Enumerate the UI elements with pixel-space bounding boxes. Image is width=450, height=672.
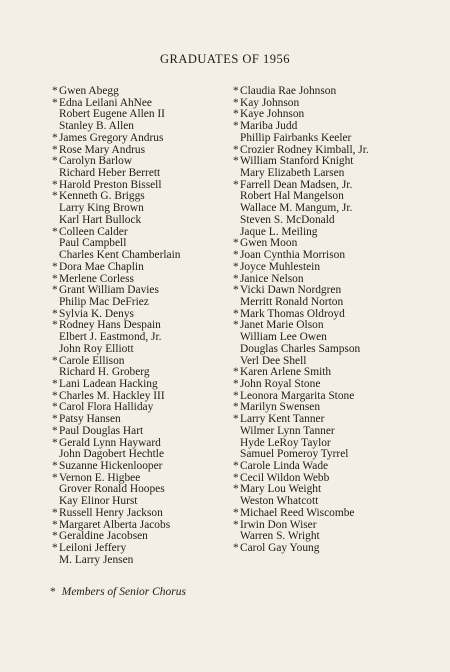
graduate-name-text: Edna Leilani AhNee bbox=[59, 96, 152, 109]
graduate-name-text: Kay Johnson bbox=[240, 96, 300, 109]
chorus-asterisk: * bbox=[52, 225, 58, 238]
chorus-asterisk: * bbox=[233, 237, 239, 250]
chorus-asterisk: * bbox=[233, 155, 239, 168]
graduate-name-text: James Gregory Andrus bbox=[59, 131, 164, 144]
chorus-asterisk: * bbox=[52, 424, 58, 437]
graduate-name-text: Sylvia K. Denys bbox=[59, 307, 134, 320]
graduate-name-text: Larry King Brown bbox=[59, 202, 144, 215]
graduate-name-text: John Roy Elliott bbox=[59, 342, 134, 355]
chorus-asterisk: * bbox=[52, 260, 58, 273]
graduate-name-text: Kenneth G. Briggs bbox=[59, 190, 145, 203]
chorus-asterisk: * bbox=[233, 178, 239, 191]
graduate-name-text: Wallace M. Mangum, Jr. bbox=[240, 202, 353, 215]
graduate-name-text: Paul Campbell bbox=[59, 237, 127, 250]
graduate-name-text: M. Larry Jensen bbox=[59, 553, 134, 566]
graduate-name-text: Mariba Judd bbox=[240, 120, 298, 133]
graduate-name-text: Richard Heber Berrett bbox=[59, 167, 161, 180]
graduate-name-text: Steven S. McDonald bbox=[240, 213, 335, 226]
graduate-name-text: Harold Preston Bissell bbox=[59, 178, 162, 191]
graduate-name-text: Marilyn Swensen bbox=[240, 401, 321, 414]
graduate-name-text: Vernon E. Higbee bbox=[59, 471, 141, 484]
chorus-asterisk: * bbox=[52, 319, 58, 332]
chorus-asterisk: * bbox=[233, 518, 239, 531]
graduate-name-text: Carol Gay Young bbox=[240, 542, 320, 555]
chorus-asterisk: * bbox=[233, 401, 239, 414]
graduate-name-text: William Lee Owen bbox=[240, 331, 327, 344]
graduate-name-text: Margaret Alberta Jacobs bbox=[59, 518, 171, 531]
graduate-name-text: Gwen Moon bbox=[240, 237, 298, 250]
graduate-name-text: Warren S. Wright bbox=[240, 530, 320, 543]
graduate-name-text: John Royal Stone bbox=[240, 377, 321, 390]
chorus-asterisk: * bbox=[233, 143, 239, 156]
graduate-name-text: Philip Mac DeFriez bbox=[59, 295, 149, 308]
graduate-name-text: Leiloni Jeffery bbox=[59, 542, 127, 555]
graduate-name-text: Stanley B. Allen bbox=[59, 120, 134, 133]
graduate-name-text: Russell Henry Jackson bbox=[59, 506, 163, 519]
graduate-name-text: John Dagobert Hechtle bbox=[59, 448, 165, 461]
chorus-asterisk: * bbox=[52, 354, 58, 367]
graduate-name-text: Leonora Margarita Stone bbox=[240, 389, 355, 402]
graduate-name bbox=[52, 555, 180, 567]
graduate-name-text: Gwen Abegg bbox=[59, 85, 119, 97]
graduate-name-text: Mark Thomas Oldroyd bbox=[240, 307, 345, 320]
graduate-name-text: Karl Hart Bullock bbox=[59, 213, 142, 226]
graduate-name-text: Rodney Hans Despain bbox=[59, 319, 161, 332]
chorus-asterisk: * bbox=[52, 178, 58, 191]
chorus-asterisk: * bbox=[233, 377, 239, 390]
graduate-name-text: Carole Linda Wade bbox=[240, 460, 329, 472]
chorus-asterisk: * bbox=[52, 506, 58, 519]
chorus-asterisk: * bbox=[52, 436, 58, 449]
graduate-name-text: Verl Dee Shell bbox=[240, 354, 307, 367]
chorus-asterisk: * bbox=[52, 143, 58, 156]
graduate-name-text: Grant William Davies bbox=[59, 284, 159, 297]
graduate-name-text: Larry Kent Tanner bbox=[240, 413, 325, 426]
footnote-asterisk: * bbox=[50, 586, 56, 598]
chorus-asterisk: * bbox=[52, 471, 58, 484]
footnote-text: Members of Senior Chorus bbox=[61, 586, 187, 598]
graduate-name-text: Kaye Johnson bbox=[240, 108, 305, 121]
graduate-name-text: Robert Hal Mangelson bbox=[240, 190, 344, 203]
chorus-asterisk: * bbox=[52, 530, 58, 543]
graduate-name-text: Carolyn Barlow bbox=[59, 155, 133, 168]
graduate-name-text: Mary Lou Weight bbox=[240, 483, 322, 496]
chorus-asterisk: * bbox=[52, 155, 58, 168]
graduates-column-right bbox=[233, 86, 369, 555]
graduate-name-text: Grover Ronald Hoopes bbox=[59, 483, 165, 496]
graduate-name-text: Michael Reed Wiscombe bbox=[240, 506, 355, 519]
graduate-name-text: Mary Elizabeth Larsen bbox=[240, 167, 345, 180]
chorus-asterisk: * bbox=[52, 284, 58, 297]
chorus-asterisk: * bbox=[233, 249, 239, 262]
chorus-asterisk: * bbox=[233, 319, 239, 332]
chorus-asterisk: * bbox=[52, 307, 58, 320]
chorus-asterisk: * bbox=[52, 413, 58, 426]
graduate-name bbox=[233, 543, 369, 555]
graduate-name-text: Dora Mae Chaplin bbox=[59, 260, 144, 273]
graduate-name-text: Wilmer Lynn Tanner bbox=[240, 424, 335, 437]
graduates-column-left bbox=[52, 86, 180, 566]
chorus-asterisk: * bbox=[52, 389, 58, 402]
graduate-name-text: Jaque L. Meiling bbox=[240, 225, 318, 238]
chorus-asterisk: * bbox=[233, 307, 239, 320]
chorus-asterisk: * bbox=[233, 366, 239, 379]
graduate-name-text: Gerald Lynn Hayward bbox=[59, 436, 161, 449]
graduate-name-text: Charles Kent Chamberlain bbox=[59, 249, 181, 262]
chorus-asterisk: * bbox=[233, 96, 239, 109]
graduate-name-text: Claudia Rae Johnson bbox=[240, 85, 337, 97]
graduate-name-text: Richard H. Groberg bbox=[59, 366, 150, 379]
chorus-asterisk: * bbox=[52, 377, 58, 390]
graduate-name-text: Geraldine Jacobsen bbox=[59, 530, 148, 543]
footnote bbox=[50, 586, 186, 598]
graduate-name-text: Karen Arlene Smith bbox=[240, 366, 332, 379]
chorus-asterisk: * bbox=[233, 284, 239, 297]
graduate-name-text: Janet Marie Olson bbox=[240, 319, 324, 332]
chorus-asterisk: * bbox=[52, 96, 58, 109]
graduate-name-text: Weston Whatcott bbox=[240, 495, 319, 508]
chorus-asterisk: * bbox=[233, 389, 239, 402]
chorus-asterisk: * bbox=[52, 131, 58, 144]
chorus-asterisk: * bbox=[52, 401, 58, 414]
graduate-name-text: Colleen Calder bbox=[59, 225, 128, 238]
graduate-name-text: Kay Elinor Hurst bbox=[59, 495, 138, 508]
graduate-name-text: Charles M. Hackley III bbox=[59, 389, 165, 402]
graduate-name-text: Suzanne Hickenlooper bbox=[59, 460, 163, 472]
chorus-asterisk: * bbox=[233, 108, 239, 121]
graduate-name-text: Hyde LeRoy Taylor bbox=[240, 436, 331, 449]
graduate-name-text: Paul Douglas Hart bbox=[59, 424, 144, 437]
chorus-asterisk: * bbox=[233, 120, 239, 133]
graduate-name-text: Vicki Dawn Nordgren bbox=[240, 284, 342, 297]
chorus-asterisk: * bbox=[233, 272, 239, 285]
chorus-asterisk: * bbox=[233, 506, 239, 519]
chorus-asterisk: * bbox=[52, 272, 58, 285]
graduate-name-text: Merritt Ronald Norton bbox=[240, 295, 344, 308]
graduate-name-text: Joyce Muhlestein bbox=[240, 260, 321, 273]
graduate-name-text: Carole Ellison bbox=[59, 354, 125, 367]
graduate-name-text: Janice Nelson bbox=[240, 272, 304, 285]
chorus-asterisk: * bbox=[233, 460, 239, 472]
chorus-asterisk: * bbox=[233, 483, 239, 496]
chorus-asterisk: * bbox=[233, 542, 239, 555]
chorus-asterisk: * bbox=[233, 413, 239, 426]
graduate-name-text: Douglas Charles Sampson bbox=[240, 342, 361, 355]
graduate-name-text: Cecil Wildon Webb bbox=[240, 471, 330, 484]
graduate-name-text: Irwin Don Wiser bbox=[240, 518, 317, 531]
graduate-name-text: Samuel Pomeroy Tyrrel bbox=[240, 448, 349, 461]
chorus-asterisk: * bbox=[52, 190, 58, 203]
graduate-name-text: Patsy Hansen bbox=[59, 413, 121, 426]
graduate-name-text: Merlene Corless bbox=[59, 272, 134, 285]
graduate-name-text: Joan Cynthia Morrison bbox=[240, 249, 346, 262]
graduate-name-text: Carol Flora Halliday bbox=[59, 401, 154, 414]
graduate-name-text: Lani Ladean Hacking bbox=[59, 377, 158, 390]
graduate-name-text: Rose Mary Andrus bbox=[59, 143, 146, 156]
graduate-name-text: Elbert J. Eastmond, Jr. bbox=[59, 331, 162, 344]
graduate-name-text: William Stanford Knight bbox=[240, 155, 354, 168]
chorus-asterisk: * bbox=[233, 471, 239, 484]
chorus-asterisk: * bbox=[52, 85, 58, 97]
chorus-asterisk: * bbox=[233, 85, 239, 97]
graduate-name-text: Farrell Dean Madsen, Jr. bbox=[240, 178, 353, 191]
graduate-name-text: Crozier Rodney Kimball, Jr. bbox=[240, 143, 369, 156]
graduate-name-text: Robert Eugene Allen II bbox=[59, 108, 165, 121]
chorus-asterisk: * bbox=[233, 260, 239, 273]
graduate-name-text: Phillip Fairbanks Keeler bbox=[240, 131, 352, 144]
chorus-asterisk: * bbox=[52, 460, 58, 472]
chorus-asterisk: * bbox=[52, 542, 58, 555]
page-title: GRADUATES OF 1956 bbox=[159, 52, 291, 66]
chorus-asterisk: * bbox=[52, 518, 58, 531]
